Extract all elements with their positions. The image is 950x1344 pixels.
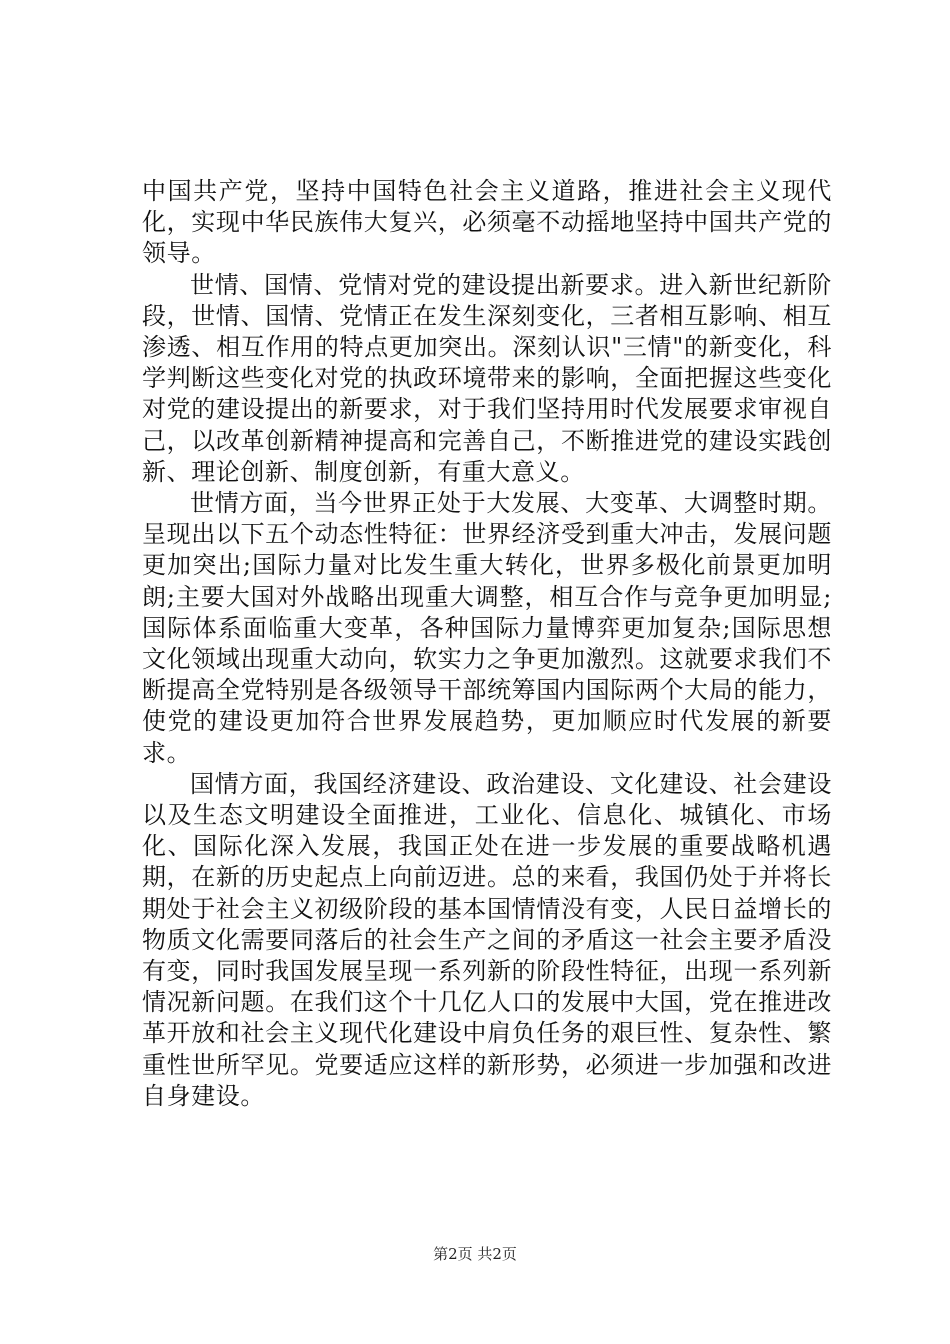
paragraph-new-requirements: 世情、国情、党情对党的建设提出新要求。进入新世纪新阶段，世情、国情、党情正在发生深刻变化，三者相互影响、相互渗透、相互作用的特点更加突出。深刻认识"三情"的新变化，科学判断这些变化对党的执政环境带来的影响，全面把握这些变化对党的建设提出的新要求，对于我们坚持用时代发展要求审视自己，以改革创新精神提高和完善自己，不断推进党的建设实践创新、理论创新、制度创新，有重大意义。 [142, 270, 832, 486]
paragraph-national-situation: 国情方面，我国经济建设、政治建设、文化建设、社会建设以及生态文明建设全面推进，工业化、信息化、城镇化、市场化、国际化深入发展，我国正处在进一步发展的重要战略机遇期，在新的历史起点上向前迈进。总的来看，我国仍处于并将长期处于社会主义初级阶段的基本国情情没有变，人民日益增长的物质文化需要同落后的社会生产之间的矛盾这一社会主要矛盾没有变，同时我国发展呈现一系列新的阶段性特征，出现一系列新情况新问题。在我们这个十几亿人口的发展中大国，党在推进改革开放和社会主义现代化建设中肩负任务的艰巨性、复杂性、繁重性世所罕见。党要适应这样的新形势，必须进一步加强和改进自身建设。 [142, 769, 832, 1110]
document-body [142, 176, 832, 1112]
paragraph-continuation: 中国共产党，坚持中国特色社会主义道路，推进社会主义现代化，实现中华民族伟大复兴，必须毫不动摇地坚持中国共产党的领导。 [142, 177, 832, 268]
page-number-footer: 第2页 共2页 [433, 1245, 517, 1263]
paragraph-world-situation: 世情方面，当今世界正处于大发展、大变革、大调整时期。呈现出以下五个动态性特征：世界经济受到重大冲击，发展问题更加突出;国际力量对比发生重大转化，世界多极化前景更加明朗;主要大国对外战略出现重大调整，相互合作与竞争更加明显;国际体系面临重大变革，各种国际力量博弈更加复杂;国际思想文化领域出现重大动向，软实力之争更加激烈。这就要求我们不断提高全党特别是各级领导干部统筹国内国际两个大局的能力，使党的建设更加符合世界发展趋势，更加顺应时代发展的新要求。 [142, 489, 832, 767]
